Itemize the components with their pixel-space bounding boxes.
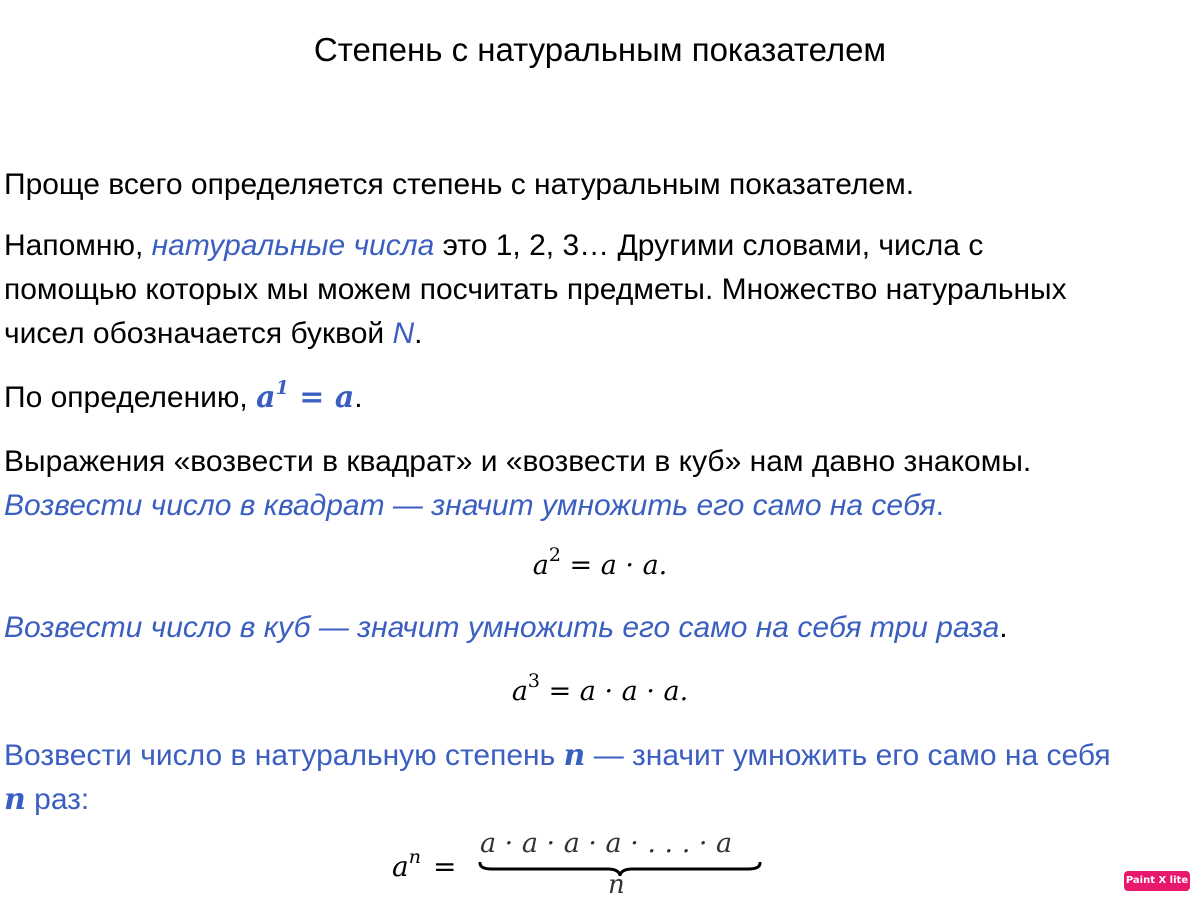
cube-definition: Возвести число в куб — значит умножить его само на себя три раза	[4, 611, 1000, 644]
set-notation-lead: чисел обозначается буквой	[4, 317, 393, 350]
square-cube-intro: Выражения «возвести в квадрат» и «возвести в куб» нам давно знакомы.	[4, 445, 1032, 478]
square-definition-line	[4, 484, 1194, 528]
definition-exponent: 1	[275, 377, 289, 399]
square-formula	[0, 546, 1200, 586]
natural-numbers-line-2: помощью которых мы можем посчитать предметы. Множество натуральных	[4, 273, 1067, 306]
definition-base: a	[256, 380, 276, 415]
reminder-lead: Напомню,	[4, 229, 152, 262]
definition-end: .	[354, 381, 363, 414]
page-title: Степень с натуральным показателем	[313, 31, 887, 68]
square-exponent: 2	[548, 544, 561, 566]
power-n-exponent: n	[408, 846, 421, 868]
natural-power-lead: Возвести число в натуральную степень	[4, 739, 564, 772]
square-definition-end: .	[935, 489, 945, 522]
cube-rhs: = a · a · a.	[540, 676, 689, 707]
power-n-formula	[392, 828, 772, 900]
cube-formula	[0, 672, 1200, 712]
power-n-equals: =	[432, 850, 457, 883]
definition-lead: По определению,	[4, 381, 257, 414]
natural-power-paragraph	[4, 734, 1194, 822]
cube-base: a	[511, 676, 528, 707]
natural-power-line-2	[4, 778, 1194, 822]
natural-power-rest: — значит умножить его само на себя	[585, 739, 1111, 772]
definition-paragraph	[4, 376, 1194, 420]
natural-power-count-variable: n	[4, 782, 26, 817]
square-base: a	[532, 550, 549, 581]
definition-formula	[256, 377, 355, 415]
natural-numbers-line-1	[4, 224, 1194, 268]
natural-power-times: раз:	[25, 783, 90, 816]
repeated-product: a · a · a · a · . . . · a	[480, 828, 733, 859]
natural-power-variable: n	[563, 738, 586, 773]
natural-numbers-line-3	[4, 312, 1194, 356]
set-letter: N	[392, 317, 415, 350]
power-n-base: a	[392, 850, 409, 883]
intro-paragraph	[4, 163, 1194, 207]
app-watermark: Paint X lite	[1124, 871, 1190, 891]
power-n-lhs	[392, 846, 457, 883]
square-rhs: = a · a.	[560, 550, 668, 581]
natural-numbers-examples: это 1, 2, 3… Другими словами, числа с	[434, 229, 984, 262]
natural-numbers-term: натуральные числа	[151, 229, 435, 262]
cube-definition-end: .	[999, 611, 1008, 644]
cube-exponent: 3	[527, 670, 541, 692]
square-definition: Возвести число в квадрат — значит умножить его само на себя	[4, 489, 936, 522]
definition-equals: =	[288, 380, 335, 415]
factor-count: n	[608, 870, 625, 900]
intro-text: Проще всего определяется степень с натуральным показателем.	[4, 168, 915, 201]
natural-numbers-paragraph	[4, 224, 1194, 356]
cube-paragraph	[4, 606, 1194, 650]
square-cube-paragraph	[4, 440, 1194, 528]
natural-power-line-1	[4, 734, 1194, 778]
set-notation-end: .	[414, 317, 423, 350]
definition-rhs: a	[334, 380, 355, 415]
